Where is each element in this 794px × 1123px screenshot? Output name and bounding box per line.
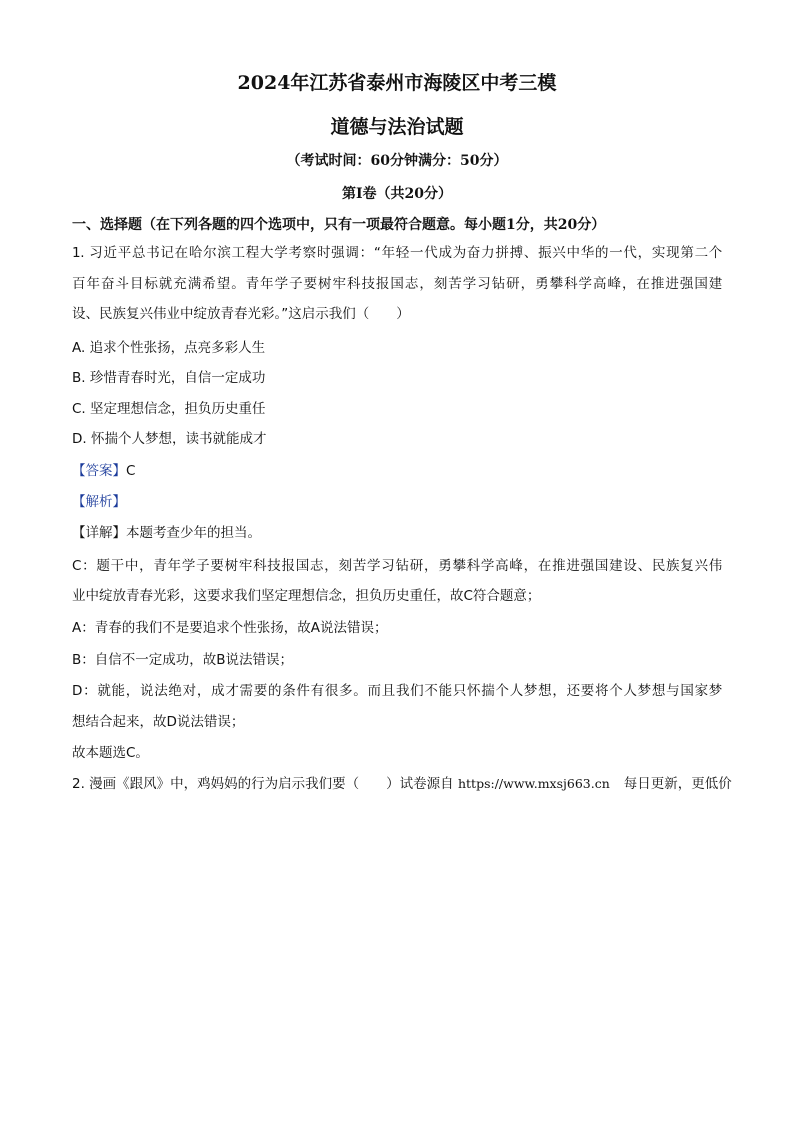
section-heading: 一、选择题（在下列各题的四个选项中，只有一项最符合题意。每小题1分，共20分） [72, 217, 606, 233]
detail-label: 【详解】 [72, 525, 126, 541]
explanation-line: 故本题选C。 [72, 745, 149, 761]
q2-stem: 2. 漫画《跟风》中，鸡妈妈的行为启示我们要（ ）试卷源自 [72, 776, 454, 792]
explanation-line: 业中绽放青春光彩，这要求我们坚定理想信念，担负历史重任，故C符合题意； [72, 588, 541, 604]
subject-title: 道德与法治试题 [330, 116, 464, 138]
q1-option-d: D. 怀揣个人梦想，读书就能成才 [72, 431, 267, 447]
exam-title: 2024年江苏省泰州市海陵区中考三模 [237, 72, 557, 94]
q2-stem-line [72, 774, 732, 794]
detail-line [72, 523, 261, 543]
q1-option-c: C. 坚定理想信念，担负历史重任 [72, 401, 266, 417]
volume-title: 第Ⅰ卷（共20分） [341, 186, 453, 202]
answer-line [72, 461, 135, 481]
analysis-line [72, 492, 126, 512]
q1-option-a: A. 追求个性张扬，点亮多彩人生 [72, 340, 266, 356]
explanation-line: D：就能，说法绝对，成才需要的条件有很多。而且我们不能只怀揣个人梦想，还要将个人梦想与国家梦 [72, 683, 722, 699]
explanation-line: A：青春的我们不是要追求个性张扬，故A说法错误； [72, 620, 388, 636]
detail-text: 本题考查少年的担当。 [126, 525, 261, 541]
analysis-label: 【解析】 [72, 494, 126, 510]
explanation-line: 想结合起来，故D说法错误； [72, 714, 245, 730]
q1-stem-line: 百年奋斗目标就充满希望。青年学子要树牢科技报国志，刻苦学习钻研，勇攀科学高峰，在推进强国建 [72, 276, 722, 292]
source-link[interactable]: https://www.mxsj663.cn [457, 776, 610, 791]
explanation-line: C：题干中，青年学子要树牢科技报国志，刻苦学习钻研，勇攀科学高峰，在推进强国建设、民族复兴伟 [72, 558, 722, 574]
q1-stem-line: 1. 习近平总书记在哈尔滨工程大学考察时强调：“年轻一代成为奋力拼搏、振兴中华的一代，实现第二个 [72, 245, 722, 261]
exam-info: （考试时间：60分钟满分：50分） [286, 153, 508, 169]
q1-stem-line: 设、民族复兴伟业中绽放青春光彩。”这启示我们（ ） [72, 306, 410, 322]
answer-value: C [126, 463, 136, 479]
explanation-line: B：自信不一定成功，故B说法错误； [72, 652, 294, 668]
q2-suffix: 每日更新，更低价 [623, 776, 732, 792]
answer-label: 【答案】 [72, 463, 126, 479]
q1-option-b: B. 珍惜青春时光，自信一定成功 [72, 370, 266, 386]
